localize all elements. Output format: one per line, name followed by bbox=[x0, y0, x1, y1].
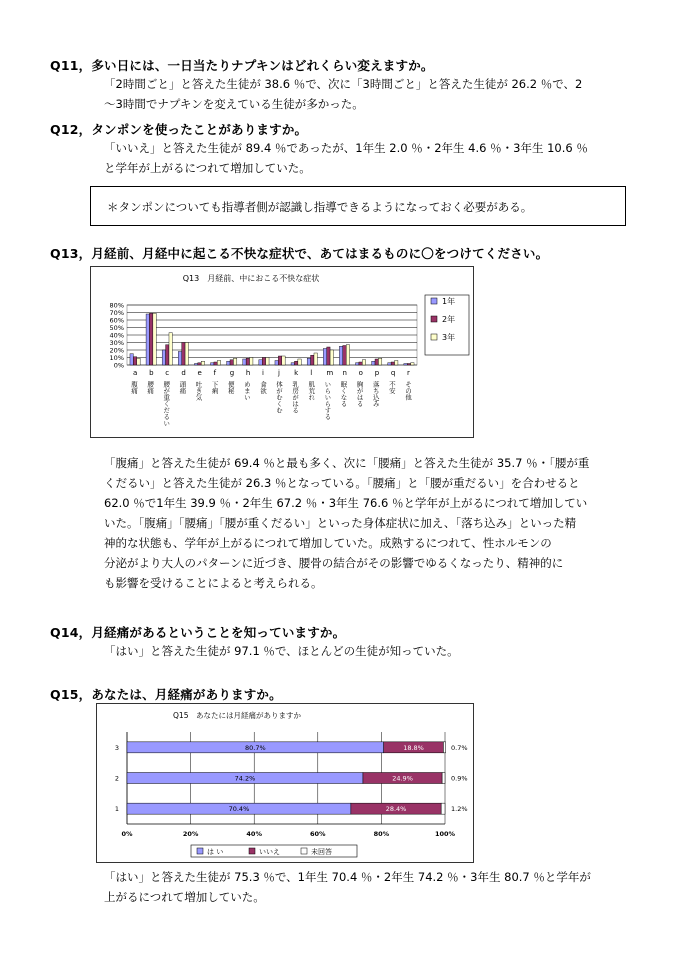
bar-未回答 bbox=[441, 803, 445, 814]
bar-1年 bbox=[307, 358, 310, 365]
legend-label: 未回答 bbox=[311, 848, 332, 856]
data-label: 70.4% bbox=[228, 805, 250, 814]
bar-2年 bbox=[246, 358, 249, 365]
x-tick-letter: j bbox=[278, 369, 281, 377]
y-tick-label: 10% bbox=[109, 354, 124, 362]
q13-chart-box bbox=[90, 266, 474, 438]
x-tick-label: 60% bbox=[310, 830, 326, 838]
data-label: 0.9% bbox=[451, 774, 468, 783]
q15-line2: 上がるにつれて増加していた。 bbox=[104, 890, 265, 904]
bar-2年 bbox=[262, 358, 265, 366]
bar-3年 bbox=[346, 345, 349, 365]
legend-swatch bbox=[431, 316, 437, 322]
data-label: 24.9% bbox=[392, 774, 413, 783]
x-tick-label: 腰が重くだるい bbox=[162, 381, 171, 427]
bar-1年 bbox=[291, 363, 294, 365]
bar-2年 bbox=[182, 343, 185, 366]
y-tick-label: 3 bbox=[114, 743, 119, 752]
x-tick-label: 肌荒れ bbox=[307, 381, 316, 401]
bar-3年 bbox=[282, 356, 285, 365]
legend-swatch bbox=[431, 298, 437, 304]
q12-note: ＊タンポンについても指導者側が認識し指導できるようになっておく必要がある。 bbox=[107, 200, 533, 214]
q14-title: Q14，月経痛があるということを知っていますか。 bbox=[50, 625, 346, 640]
bar-2年 bbox=[343, 346, 346, 366]
bar-1年 bbox=[243, 359, 246, 365]
x-tick-letter: r bbox=[406, 369, 410, 377]
x-tick-letter: e bbox=[197, 369, 202, 377]
bar-1年 bbox=[323, 349, 326, 366]
bar-2年 bbox=[214, 362, 217, 365]
legend-swatch bbox=[431, 334, 437, 340]
bar-3年 bbox=[330, 350, 333, 365]
y-tick-label: 70% bbox=[109, 309, 124, 317]
x-tick-label: めまい bbox=[242, 381, 251, 401]
bar-2年 bbox=[198, 363, 201, 365]
data-label: 0.7% bbox=[451, 743, 468, 752]
bar-2年 bbox=[407, 364, 410, 366]
q12-answer bbox=[104, 138, 634, 178]
legend-label: いいえ bbox=[259, 848, 280, 856]
bar-3年 bbox=[250, 358, 253, 366]
bar-2年 bbox=[149, 313, 152, 365]
y-tick-label: 50% bbox=[109, 324, 124, 332]
bar-未回答 bbox=[443, 742, 445, 753]
x-tick-label: 腰痛 bbox=[146, 381, 155, 394]
y-tick-label: 2 bbox=[114, 774, 119, 783]
y-tick-label: 80% bbox=[109, 301, 124, 310]
legend-label: 1年 bbox=[442, 297, 456, 306]
x-tick-label: 80% bbox=[373, 830, 390, 838]
legend-swatch bbox=[249, 848, 255, 854]
x-tick-label: 100% bbox=[434, 830, 456, 838]
bar-2年 bbox=[391, 362, 394, 365]
chart-title: Q13 月経前、中におこる不快な症状 bbox=[182, 274, 320, 283]
q13-answer bbox=[104, 453, 634, 593]
y-tick-label: 40% bbox=[109, 331, 124, 340]
bar-3年 bbox=[233, 358, 236, 365]
bar-2年 bbox=[166, 345, 169, 365]
x-tick-label: 40% bbox=[246, 830, 262, 838]
bar-2年 bbox=[294, 361, 297, 365]
y-tick-label: 60% bbox=[109, 316, 124, 325]
bar-1年 bbox=[372, 361, 375, 365]
x-tick-letter: c bbox=[165, 369, 170, 377]
bar-1年 bbox=[146, 314, 149, 365]
x-tick-letter: i bbox=[261, 369, 264, 377]
q15-answer bbox=[104, 867, 634, 907]
bar-3年 bbox=[137, 358, 140, 365]
q13-line3: 62.0 ％で1年生 39.9 ％・2年生 67.2 ％・3年生 76.6 ％と学年が上がるにつれて増加してい bbox=[104, 496, 588, 510]
bar-3年 bbox=[378, 358, 381, 365]
x-tick-label: 不安 bbox=[387, 381, 396, 394]
bar-1年 bbox=[211, 363, 214, 365]
q15-chart bbox=[97, 704, 473, 862]
q14-line1: 「はい」と答えた生徒が 97.1 ％で、ほとんどの生徒が知っていた。 bbox=[104, 644, 459, 658]
bar-1年 bbox=[259, 360, 262, 365]
y-tick-label: 30% bbox=[109, 339, 124, 347]
q12-note-box bbox=[90, 186, 626, 226]
legend-label: 2年 bbox=[442, 315, 456, 324]
bar-3年 bbox=[411, 363, 414, 365]
x-tick-letter: a bbox=[133, 369, 138, 377]
bar-3年 bbox=[362, 360, 365, 365]
q12-line2: と学年が上がるにつれて増加していた。 bbox=[104, 161, 311, 175]
x-tick-letter: f bbox=[213, 369, 217, 377]
y-tick-label: 0% bbox=[113, 361, 124, 370]
bar-1年 bbox=[227, 361, 230, 365]
x-tick-label: 乳房がはる bbox=[291, 381, 300, 414]
bar-3年 bbox=[185, 343, 188, 366]
y-tick-label: 20% bbox=[109, 346, 124, 355]
x-tick-letter: b bbox=[149, 369, 154, 377]
x-tick-label: 落ち込み bbox=[371, 381, 380, 407]
q11-line2: ～3時間でナプキンを変えている生徒が多かった。 bbox=[104, 97, 364, 111]
q13-line5: 神的な状態も、学年が上がるにつれて増加していた。成熟するにつれて、性ホルモンの bbox=[104, 536, 552, 550]
q13-line6: 分泌がより大人のパターンに近づき、腰骨の結合がその影響でゆるくなったり、精神的に bbox=[104, 556, 564, 570]
x-tick-label: 頭痛 bbox=[178, 381, 187, 394]
bar-2年 bbox=[359, 362, 362, 365]
q12-title: Q12，タンポンを使ったことがありますか。 bbox=[50, 122, 308, 137]
data-label: 80.7% bbox=[244, 743, 266, 752]
x-tick-label: その他 bbox=[403, 381, 412, 401]
x-tick-letter: m bbox=[326, 369, 334, 377]
bar-2年 bbox=[278, 356, 281, 365]
x-tick-letter: k bbox=[294, 369, 299, 377]
x-tick-label: 吐き気 bbox=[194, 381, 203, 401]
x-tick-label: 20% bbox=[182, 830, 199, 838]
q13-title: Q13，月経前、月経中に起こる不快な症状で、あてはまるものに〇をつけてください。 bbox=[50, 246, 549, 261]
bar-1年 bbox=[178, 352, 181, 366]
bar-1年 bbox=[275, 361, 278, 366]
bar-1年 bbox=[356, 363, 359, 365]
q11-title: Q11，多い日には、一日当たりナプキンはどれくらい変えますか。 bbox=[50, 58, 434, 73]
bar-2年 bbox=[230, 360, 233, 365]
legend-swatch bbox=[301, 848, 307, 854]
bar-1年 bbox=[404, 364, 407, 366]
q14-answer bbox=[104, 641, 634, 661]
bar-1年 bbox=[388, 363, 391, 365]
data-label: 1.2% bbox=[451, 805, 468, 814]
bar-1年 bbox=[162, 350, 165, 365]
bar-3年 bbox=[314, 353, 317, 365]
q13-chart bbox=[91, 267, 473, 437]
x-tick-letter: h bbox=[245, 369, 251, 377]
x-tick-label: 0% bbox=[121, 830, 133, 838]
data-label: 28.4% bbox=[385, 805, 407, 814]
x-tick-letter: p bbox=[374, 369, 380, 377]
y-tick-label: 1 bbox=[114, 805, 119, 814]
data-label: 74.2% bbox=[234, 774, 256, 783]
x-tick-letter: l bbox=[310, 369, 313, 377]
bar-2年 bbox=[375, 359, 378, 365]
legend-swatch bbox=[197, 848, 203, 854]
q13-line7: も影響を受けることによると考えられる。 bbox=[104, 576, 323, 590]
q13-line1: 「腹痛」と答えた生徒が 69.4 ％と最も多く、次に「腰痛」と答えた生徒が 35.7 ％・「腰が重 bbox=[104, 456, 590, 470]
x-tick-letter: g bbox=[229, 369, 235, 377]
q13-line2: くだるい」と答えた生徒が 26.3 ％となっている。「腰痛」と「腰が重だるい」を合わせると bbox=[104, 476, 580, 490]
bar-2年 bbox=[311, 355, 314, 365]
legend-label: は い bbox=[207, 848, 224, 856]
q11-answer bbox=[104, 74, 634, 114]
x-tick-letter: d bbox=[181, 369, 186, 377]
x-tick-label: いらいらする bbox=[323, 381, 332, 420]
x-tick-label: 下痢 bbox=[210, 381, 219, 394]
x-tick-letter: q bbox=[390, 369, 396, 377]
x-tick-label: 腹痛 bbox=[130, 381, 139, 394]
legend-label: 3年 bbox=[442, 333, 456, 342]
x-tick-label: 食欲 bbox=[258, 381, 267, 394]
x-tick-label: 便秘 bbox=[226, 381, 235, 394]
bar-3年 bbox=[298, 359, 301, 365]
chart-title: Q15 あなたには月経痛がありますか bbox=[173, 711, 301, 720]
bar-2年 bbox=[327, 347, 330, 365]
bar-3年 bbox=[217, 361, 220, 366]
bar-3年 bbox=[395, 361, 398, 366]
x-tick-label: 胸がはる bbox=[355, 381, 364, 407]
bar-2年 bbox=[133, 357, 136, 365]
x-tick-letter: o bbox=[358, 369, 363, 377]
q11-line1: 「2時間ごと」と答えた生徒が 38.6 ％で、次に「3時間ごと」と答えた生徒が 26.2 ％で、2 bbox=[104, 77, 583, 91]
bar-1年 bbox=[130, 354, 133, 365]
q12-line1: 「いいえ」と答えた生徒が 89.4 ％であったが、1年生 2.0 ％・2年生 4.6 ％・3年生 10.6 ％ bbox=[104, 141, 588, 155]
x-tick-label: 体がむくむ bbox=[275, 381, 284, 414]
bar-3年 bbox=[201, 361, 204, 365]
bar-1年 bbox=[194, 364, 197, 366]
data-label: 18.8% bbox=[403, 743, 424, 752]
q13-line4: いた。「腹痛」「腰痛」「腰が重くだるい」といった身体症状に加え、「落ち込み」といった精 bbox=[104, 516, 577, 530]
x-tick-label: 眠くなる bbox=[339, 381, 348, 407]
x-tick-letter: n bbox=[342, 369, 347, 377]
bar-3年 bbox=[169, 333, 172, 365]
q15-chart-box bbox=[96, 703, 474, 863]
bar-3年 bbox=[266, 358, 269, 366]
q15-line1: 「はい」と答えた生徒が 75.3 ％で、1年生 70.4 ％・2年生 74.2 ％・3年生 80.7 ％と学年が bbox=[104, 870, 591, 884]
bar-1年 bbox=[339, 346, 342, 365]
q15-title: Q15，あなたは、月経痛がありますか。 bbox=[50, 687, 282, 702]
bar-3年 bbox=[153, 313, 156, 365]
bar-未回答 bbox=[442, 773, 445, 784]
